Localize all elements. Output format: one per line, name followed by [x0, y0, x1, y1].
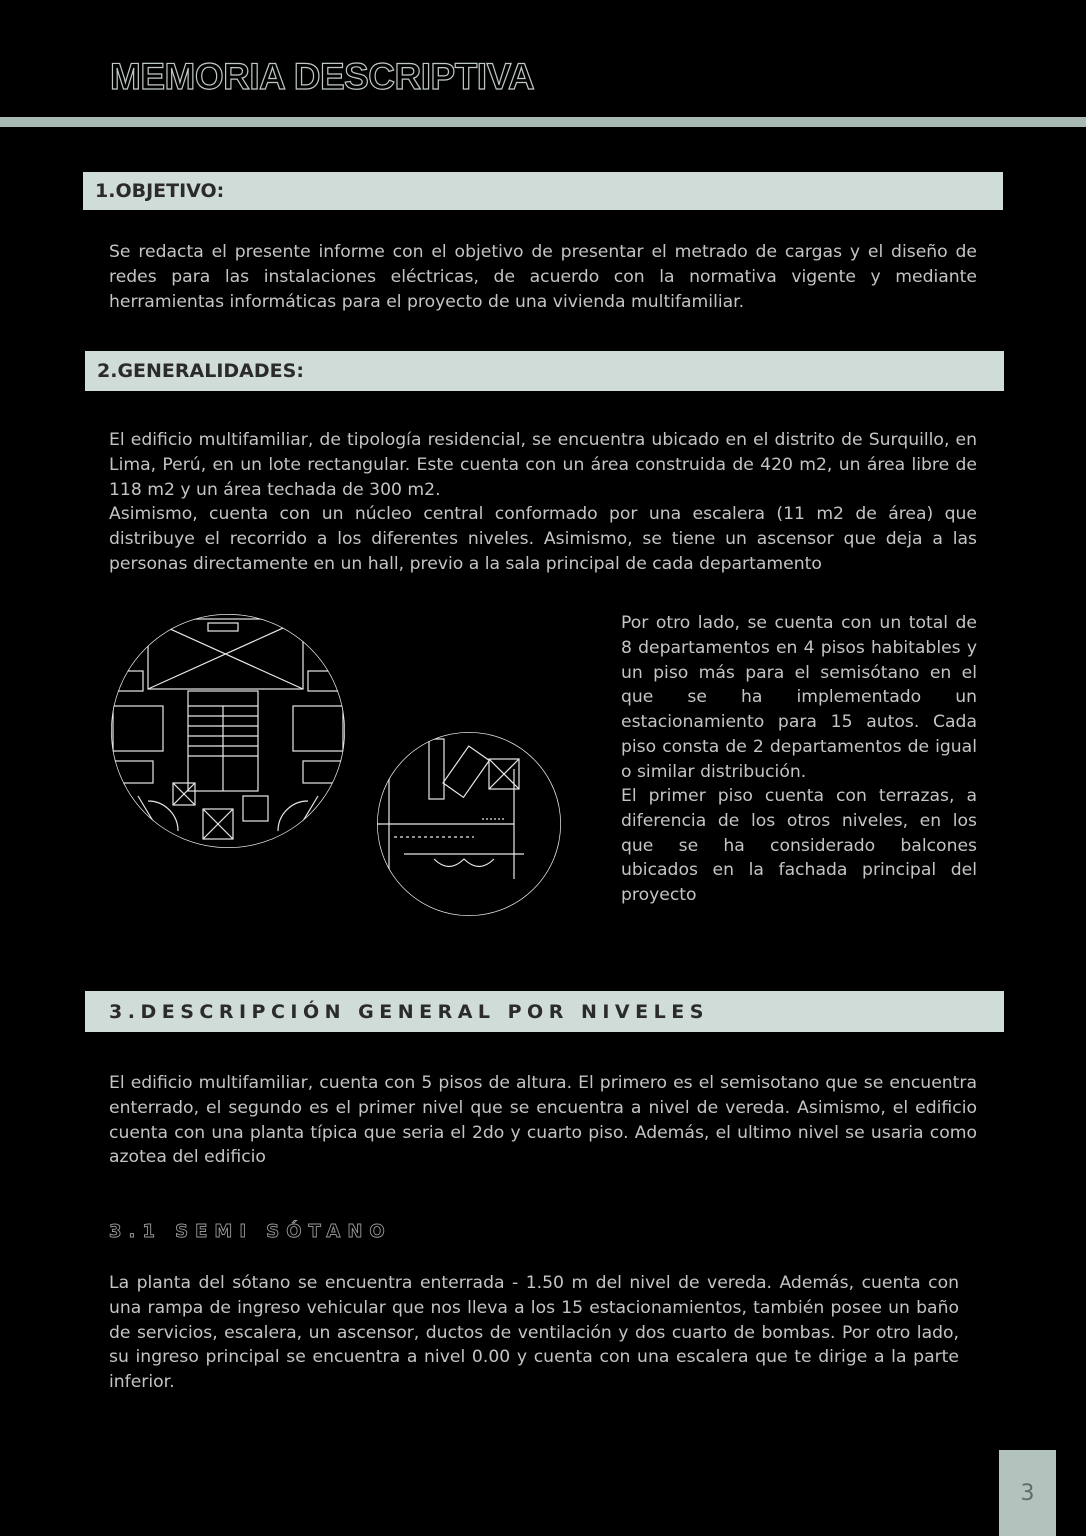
floor-plan-detail-circle-small	[374, 729, 564, 919]
subsection-heading-semi-sotano: 3.1 SEMI SÓTANO	[109, 1221, 392, 1242]
generalidades-paragraph-2: Asimismo, cuenta con un núcleo central conformado por una escalera (11 m2 de área) que distribuye el recorrido a los diferentes niveles. Asimismo, se tiene un ascensor que deja a las personas directamente en un hall, previo a la sala principal de cada departamento	[109, 504, 977, 574]
generalidades-paragraph-3: Por otro lado, se cuenta con un total de 8 departamentos en 4 pisos habitables y un piso más para el semisótano en el que se ha implementado un estacionamiento para 15 autos. Cada piso consta de 2 departamentos de igual o similar distribución.	[621, 613, 977, 782]
section-heading-objetivo: 1.OBJETIVO:	[83, 172, 1003, 210]
section-heading-descripcion-niveles: 3.DESCRIPCIÓN GENERAL POR NIVELES	[85, 991, 1004, 1032]
page-number	[999, 1450, 1056, 1536]
descripcion-niveles-paragraph: El edificio multifamiliar, cuenta con 5 pisos de altura. El primero es el semisotano que se encuentra enterrado, el segundo es el primer nivel que se encuentra a nivel de vereda. Asimismo, el edificio cuenta con una planta típica que seria el 2do y cuarto piso. Además, el ultimo nivel se usaria como azotea del edificio	[109, 1073, 977, 1168]
section-heading-generalidades: 2.GENERALIDADES:	[85, 351, 1004, 391]
page-number-text: 3	[1020, 1480, 1035, 1506]
title-rule	[0, 117, 1086, 127]
generalidades-paragraph-4: El primer piso cuenta con terrazas, a diferencia de los otros niveles, en los que se ha considerado balcones ubicados en la fachada principal del proyecto	[621, 786, 977, 906]
floor-plan-detail-circle-large	[108, 611, 348, 851]
semi-sotano-paragraph: La planta del sótano se encuentra enterrada - 1.50 m del nivel de vereda. Además, cuenta con una rampa de ingreso vehicular que nos lleva a los 15 estacionamientos, también posee un baño de servicios, escalera, un ascensor, ductos de ventilación y dos cuarto de bombas. Por otro lado, su ingreso principal se encuentra a nivel 0.00 y cuenta con una escalera que te dirige a la parte inferior.	[109, 1273, 959, 1393]
page-title: MEMORIA DESCRIPTIVA	[110, 56, 535, 97]
generalidades-paragraph-1: El edificio multifamiliar, de tipología residencial, se encuentra ubicado en el distrito de Surquillo, en Lima, Perú, en un lote rectangular. Este cuenta con un área construida de 420 m2, un área libre de 118 m2 y un área techada de 300 m2.	[109, 430, 977, 500]
objetivo-paragraph: Se redacta el presente informe con el objetivo de presentar el metrado de cargas y el diseño de redes para las instalaciones eléctricas, de acuerdo con la normativa vigente y mediante herramientas informáticas para el proyecto de una vivienda multifamiliar.	[109, 242, 977, 312]
